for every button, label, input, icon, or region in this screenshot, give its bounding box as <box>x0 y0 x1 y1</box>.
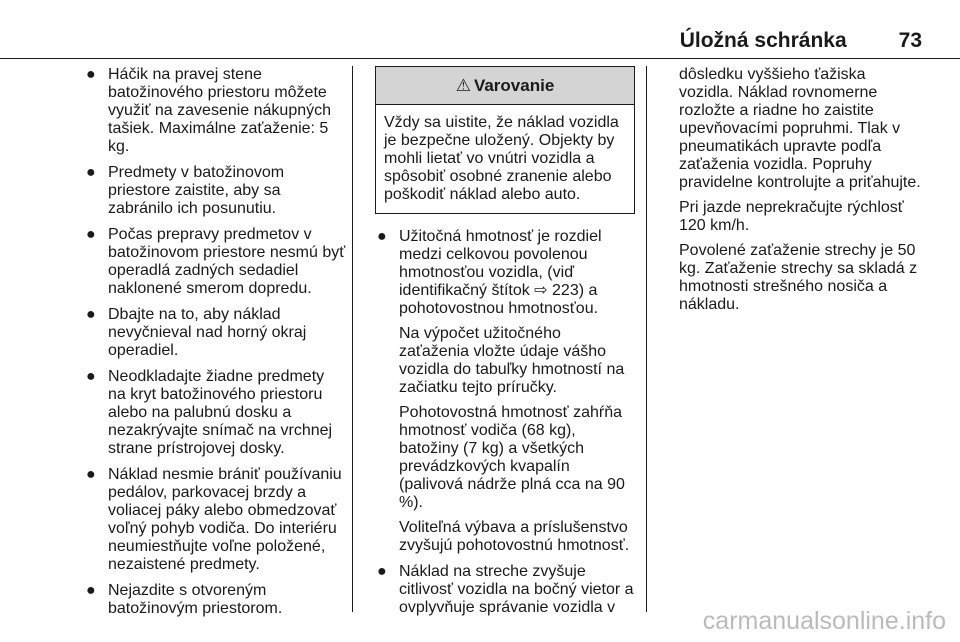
bullet-icon: ● <box>86 66 96 83</box>
list-item <box>84 582 346 618</box>
list-item-text: Počas prepravy predmetov v batožinovom priestore nesmú byť operadlá zadných sedadiel naklonené smerom dopredu. <box>108 226 346 297</box>
warning-box <box>375 66 635 214</box>
list-item <box>84 66 346 156</box>
column-2 <box>375 66 635 625</box>
bullet-icon: ● <box>86 226 96 243</box>
bullet-list-1 <box>84 66 346 618</box>
list-item-text: Nejazdite s otvoreným batožinovým priestorom. <box>108 582 283 617</box>
paragraph: Pohotovostná hmotnosť zahŕňa hmotnosť vodiča (68 kg), batožiny (7 kg) a všetkých prevádzkových kvapalín (palivová nádrže plná cca na 90 %). <box>399 404 625 511</box>
page-number: 73 <box>898 29 922 52</box>
warning-header <box>376 67 634 105</box>
list-item <box>375 563 635 617</box>
paragraph: Užitočná hmotnosť je rozdiel medzi celkovou povolenou hmotnosťou vozidla, (viď identifikačný štítok ⇨ 223) a pohotovostnou hmotnosťou. <box>399 228 602 317</box>
list-item-text: Dbajte na to, aby náklad nevyčnieval nad horný okraj operadiel. <box>108 306 307 359</box>
bullet-icon: ● <box>86 582 96 599</box>
paragraph: dôsledku vyššieho ťažiska vozidla. Náklad rovnomerne rozložte a riadne ho zaistite upevňovacími popruhmi. Tlak v pneumatikách upravte podľa zaťaženia vozidla. Popruhy pravidelne kontrolujte a priťahujte. <box>679 66 921 191</box>
bullet-list-2 <box>375 228 635 617</box>
paragraph: Na výpočet užitočného zaťaženia vložte údaje vášho vozidla do tabuľky hmotností na začiatku tejto príručky. <box>399 325 625 396</box>
list-item-text: Háčik na pravej stene batožinového priestoru môžete využiť na zavesenie nákupných tašiek. Maximálne zaťaženie: 5 kg. <box>108 66 332 155</box>
warning-title: Varovanie <box>473 75 555 95</box>
list-item-text: Neodkladajte žiadne predmety na kryt batožinového priestoru alebo na palubnú dosku a nezakrývajte snímač na vrchnej strane prístrojovej dosky. <box>108 368 333 457</box>
list-item <box>84 226 346 298</box>
paragraph: Voliteľná výbava a príslušenstvo zvyšujú pohotovostnú hmotnosť. <box>399 519 630 554</box>
paragraph: Pri jazde neprekračujte rýchlosť 120 km/h. <box>679 199 904 234</box>
bullet-icon: ● <box>86 164 96 181</box>
list-item <box>84 466 346 574</box>
list-item-text: Náklad nesmie brániť používaniu pedálov, parkovacej brzdy a voliacej páky alebo obmedzovať voľný pohyb vodiča. Do interiéru neumiestňujte voľne položené, nezaistené predmety. <box>108 466 342 573</box>
bullet-icon: ● <box>377 563 387 580</box>
bullet-icon: ● <box>86 368 96 385</box>
bullet-icon: ● <box>377 228 387 245</box>
bullet-icon: ● <box>86 466 96 483</box>
list-item <box>375 228 635 555</box>
column-divider-1 <box>352 66 353 612</box>
header-rule <box>0 58 960 59</box>
bullet-icon: ● <box>86 306 96 323</box>
column-3 <box>679 66 924 321</box>
warning-text: Vždy sa uistite, že náklad vozidla je bezpečne uložený. Objekty by mohli lietať vo vnútri vozidla a spôsobiť osobné zranenie alebo poškodiť náklad alebo auto. <box>384 114 619 203</box>
watermark: carmanualsonline.info <box>702 607 946 635</box>
page-header <box>680 28 922 54</box>
column-divider-2 <box>646 66 647 612</box>
list-item-text: Predmety v batožinovom priestore zaistite, aby sa zabránilo ich posunutiu. <box>108 164 285 217</box>
paragraph: Náklad na streche zvyšuje citlivosť vozidla na bočný vietor a ovplyvňuje správanie vozidla v <box>399 563 634 616</box>
list-item <box>84 306 346 360</box>
warning-triangle-icon: ⚠ <box>455 75 471 95</box>
column-1 <box>84 66 346 626</box>
list-item <box>84 368 346 458</box>
page-title: Úložná schránka <box>679 29 847 52</box>
paragraph: Povolené zaťaženie strechy je 50 kg. Zaťaženie strechy sa skladá z hmotnosti strešného nosiča a nákladu. <box>679 242 918 313</box>
list-item <box>84 164 346 218</box>
